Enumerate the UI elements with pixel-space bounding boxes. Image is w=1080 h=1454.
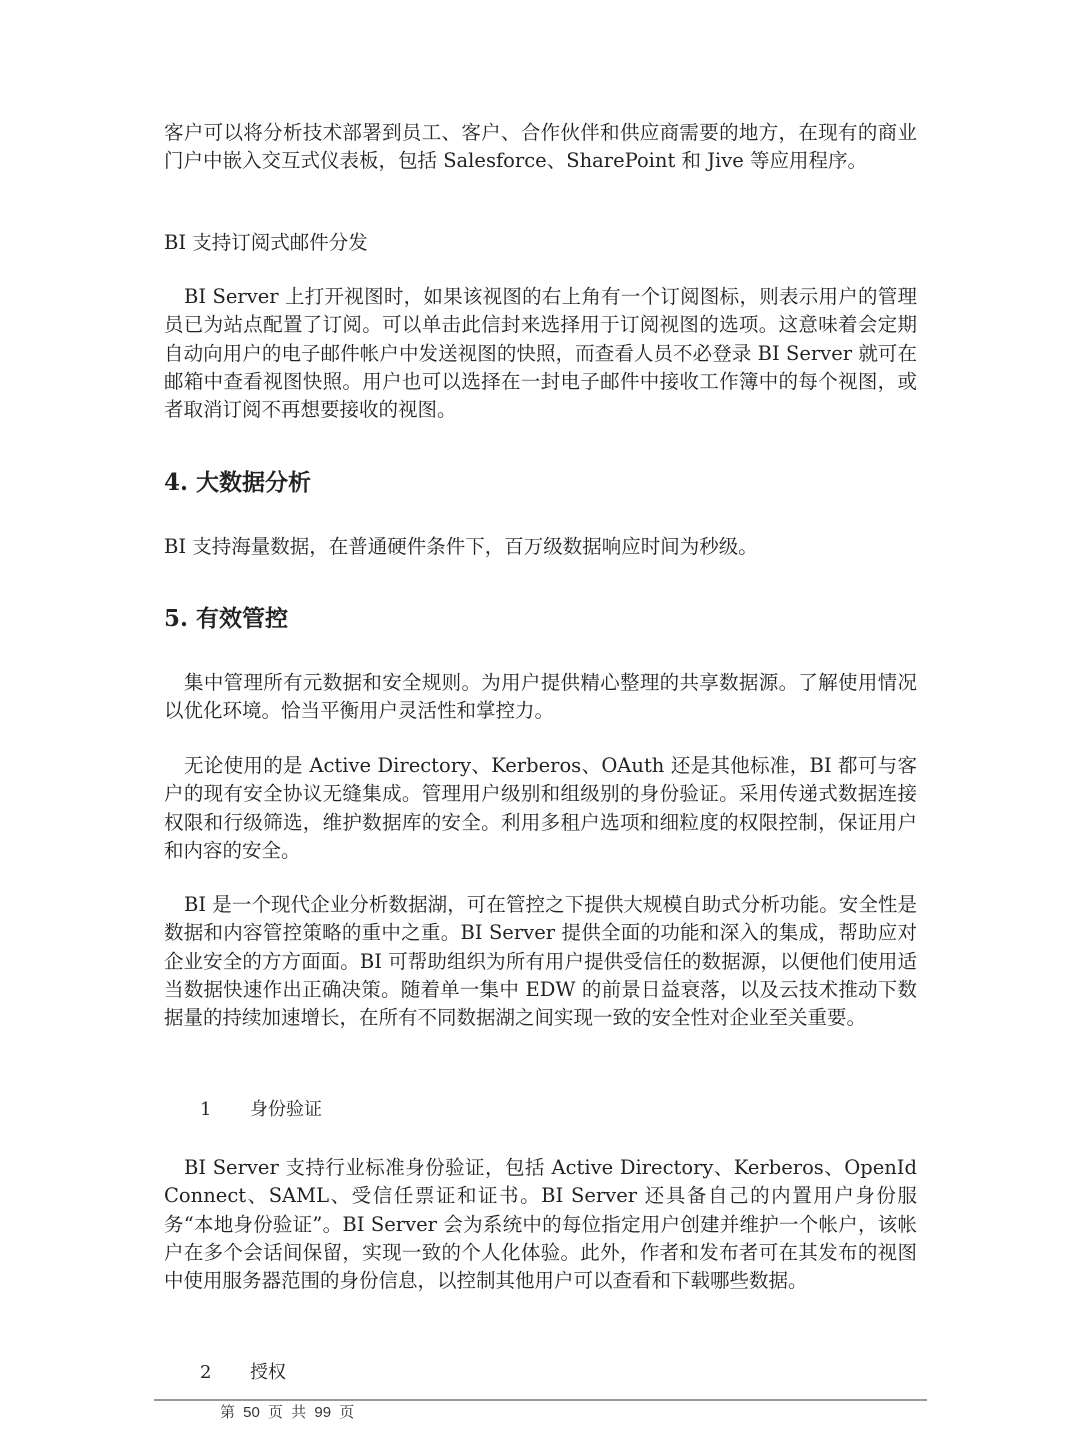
- list-label: 身份验证: [250, 1099, 322, 1120]
- paragraph-security-integration: 无论使用的是 Active Directory、Kerberos、OAuth 还是其他标准，BI 都可与客户的现有安全协议无缝集成。管理用户级别和组级别的身份验证。采用传递式数据连接权限和行级筛选，维护数据库的安全。利用多租户选项和细粒度的权限控制，保证用户和内容的安全。: [164, 754, 917, 862]
- paragraph-subscription: BI Server 上打开视图时，如果该视图的右上角有一个订阅图标，则表示用户的管理员已为站点配置了订阅。可以单击此信封来选择用于订阅视图的选项。这意味着会定期自动向用户的电子邮件帐户中发送视图的快照，而查看人员不必登录 BI Server 就可在邮箱中查看视图快照。用户也可以选择在一封电子邮件中接收工作簿中的每个视图，或者取消订阅不再想要接收的视图。: [164, 285, 917, 422]
- paragraph-governance: 集中管理所有元数据和安全规则。为用户提供精心整理的共享数据源。了解使用情况以优化环境。恰当平衡用户灵活性和掌控力。: [164, 671, 917, 723]
- paragraph-subscription-title: BI 支持订阅式邮件分发: [164, 231, 368, 254]
- paragraph-authentication: BI Server 支持行业标准身份验证，包括 Active Directory、Kerberos、OpenId Connect、SAML、受信任票证和证书。BI Server 还具备自己的内置用户身份服务“本地身份验证”。BI Server 会为系统中的每位指定用户创建并维护一个帐户，该帐户在多个会话间保留，实现一致的个人化体验。此外，作者和发布者可在其发布的视图中使用服务器范围的身份信息，以控制其他用户可以查看和下载哪些数据。: [164, 1156, 917, 1293]
- list-number: 2: [200, 1362, 212, 1383]
- heading-governance: 5. 有效管控: [164, 605, 289, 632]
- list-label: 授权: [250, 1362, 286, 1383]
- list-item-authorization: [200, 1358, 286, 1384]
- list-item-authentication: [200, 1095, 322, 1121]
- paragraph-big-data: BI 支持海量数据，在普通硬件条件下，百万级数据响应时间为秒级。: [164, 535, 758, 558]
- paragraph-data-lake: BI 是一个现代企业分析数据湖，可在管控之下提供大规模自助式分析功能。安全性是数据和内容管控策略的重中之重。BI Server 提供全面的功能和深入的集成，帮助应对企业安全的方方面面。BI 可帮助组织为所有用户提供受信任的数据源，以便他们使用适当数据快速作出正确决策。随着单一集中 EDW 的前景日益衰落，以及云技术推动下数据量的持续加速增长，在所有不同数据湖之间实现一致的安全性对企业至关重要。: [164, 893, 917, 1030]
- list-number: 1: [200, 1099, 212, 1120]
- paragraph-embedding: 客户可以将分析技术部署到员工、客户、合作伙伴和供应商需要的地方，在现有的商业门户中嵌入交互式仪表板，包括 Salesforce、SharePoint 和 Jive 等应用程序。: [164, 121, 917, 173]
- heading-big-data: 4. 大数据分析: [164, 469, 312, 496]
- page-number: 第 50 页 共 99 页: [220, 1404, 355, 1421]
